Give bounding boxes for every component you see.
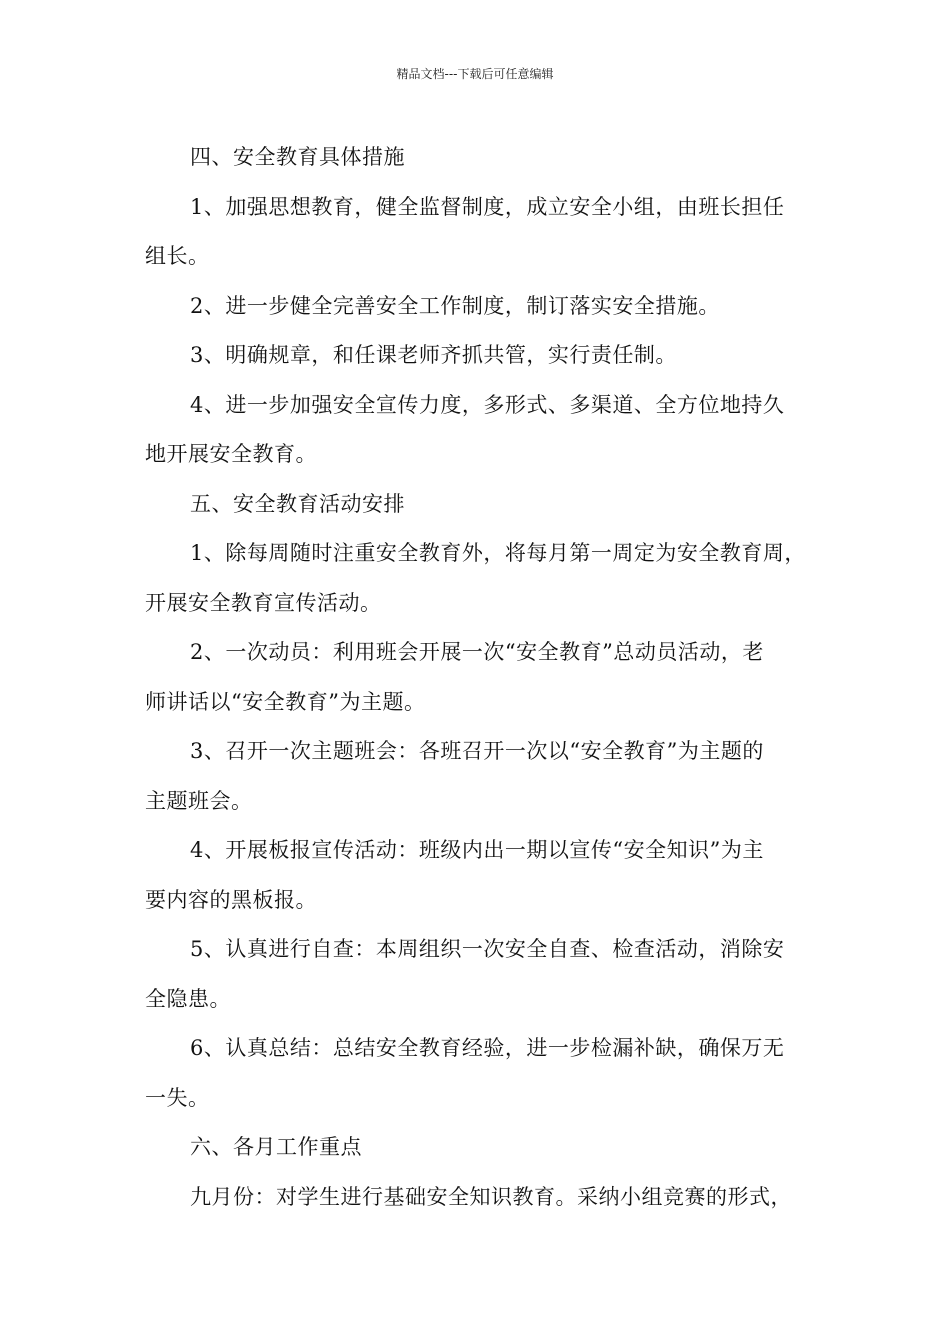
paragraph-line: 3、明确规章，和任课老师齐抓共管，实行责任制。 bbox=[190, 343, 677, 367]
paragraph-activity-2 bbox=[145, 628, 810, 727]
paragraph-line: 要内容的黑板报。 bbox=[145, 887, 317, 912]
paragraph-activity-6 bbox=[145, 1024, 810, 1123]
paragraph-line: 3、召开一次主题班会：各班召开一次以“安全教育”为主题的 bbox=[190, 739, 764, 763]
paragraph-activity-4 bbox=[145, 826, 810, 925]
page-header: 精品文档---下载后可任意编辑 bbox=[396, 67, 554, 81]
paragraph-line: 师讲话以“安全教育”为主题。 bbox=[145, 689, 426, 714]
paragraph-line: 主题班会。 bbox=[145, 788, 253, 813]
paragraph-activity-5 bbox=[145, 925, 810, 1024]
section-heading-activities bbox=[145, 480, 810, 530]
paragraph-line: 1、加强思想教育，健全监督制度，成立安全小组，由班长担任 bbox=[190, 194, 785, 219]
section-heading-monthly bbox=[145, 1123, 810, 1173]
paragraph-activity-3 bbox=[145, 727, 810, 826]
paragraph-2 bbox=[145, 282, 810, 332]
paragraph-line: 九月份：对学生进行基础安全知识教育。采纳小组竞赛的形式， bbox=[190, 1184, 792, 1209]
paragraph-line: 6、认真总结：总结安全教育经验，进一步检漏补缺，确保万无 bbox=[190, 1036, 785, 1060]
paragraph-line: 2、一次动员：利用班会开展一次“安全教育”总动员活动，老 bbox=[190, 640, 764, 664]
paragraph-activity-1 bbox=[145, 529, 810, 628]
paragraph-line: 五、安全教育活动安排 bbox=[190, 491, 405, 516]
paragraph-line: 1、除每周随时注重安全教育外，将每月第一周定为安全教育周， bbox=[190, 541, 806, 565]
paragraph-line: 开展安全教育宣传活动。 bbox=[145, 590, 382, 615]
paragraph-line: 4、进一步加强安全宣传力度，多形式、多渠道、全方位地持久 bbox=[190, 392, 785, 417]
paragraph-september bbox=[145, 1173, 810, 1223]
paragraph-line: 2、进一步健全完善安全工作制度，制订落实安全措施。 bbox=[190, 293, 720, 318]
paragraph-1 bbox=[145, 183, 810, 282]
paragraph-line: 4、开展板报宣传活动：班级内出一期以宣传“安全知识”为主 bbox=[190, 838, 764, 862]
paragraph-line: 六、各月工作重点 bbox=[190, 1135, 362, 1159]
section-heading-measures bbox=[145, 133, 810, 183]
document-body bbox=[145, 133, 810, 1222]
paragraph-line: 组长。 bbox=[145, 244, 210, 268]
paragraph-line: 全隐患。 bbox=[145, 986, 231, 1011]
paragraph-line: 四、安全教育具体措施 bbox=[190, 145, 405, 169]
paragraph-line: 5、认真进行自查：本周组织一次安全自查、检查活动，消除安 bbox=[190, 937, 785, 961]
paragraph-line: 一失。 bbox=[145, 1085, 210, 1110]
paragraph-line: 地开展安全教育。 bbox=[145, 442, 317, 466]
paragraph-4 bbox=[145, 381, 810, 480]
paragraph-3 bbox=[145, 331, 810, 381]
